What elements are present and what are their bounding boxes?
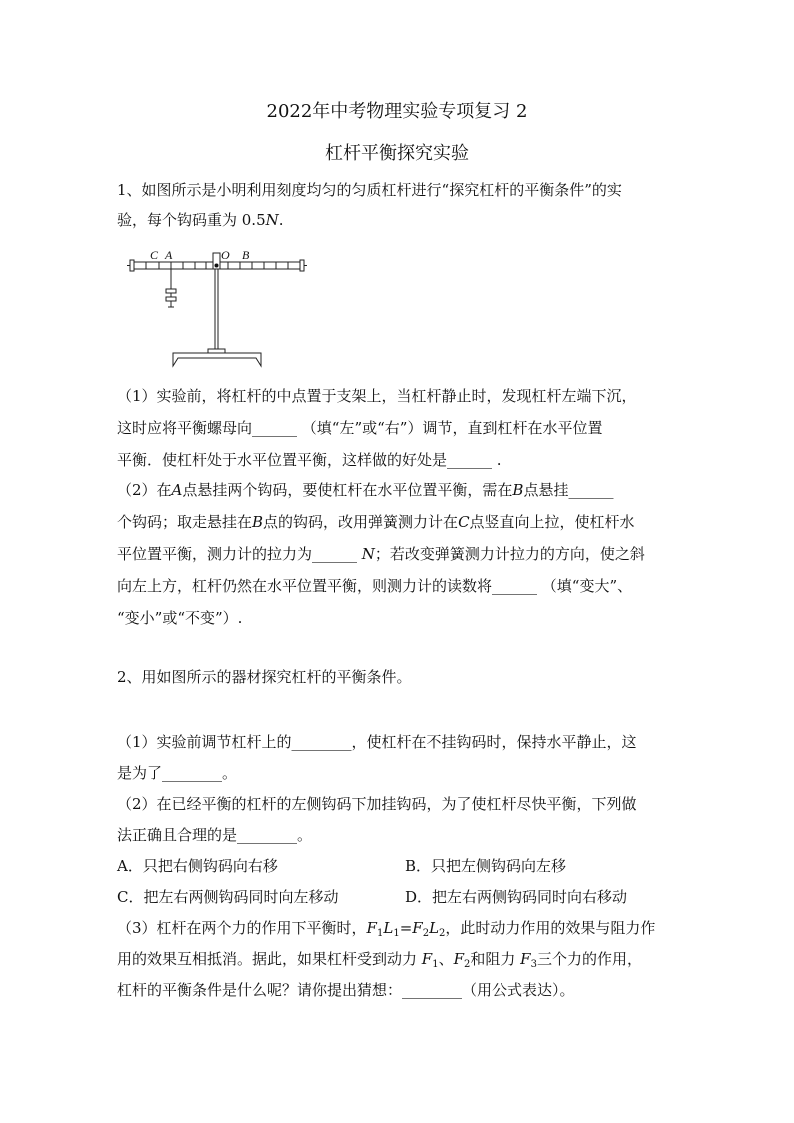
q1-line-2: 验，每个钩码重为 0.5N. [117,211,284,229]
q2-part3-line-1: （3）杠杆在两个力的作用下平衡时，$F_1L_1=F_2L_2$，此时动力作用的效果与阻力作 [117,919,656,939]
option-a: A．只把右侧钩码向右移 [117,857,278,875]
q1-part1-line-2: 这时应将平衡螺母向______ （填“左”或“右”）调节，直到杠杆在水平位置 [117,419,603,437]
q1-part2-line-2: 个钩码；取走悬挂在B点的钩码，改用弹簧测力计在C点竖直向上拉，使杠杆水 [117,513,635,531]
pivot-point [215,264,219,268]
q2-part2-line-1: （2）在已经平衡的杠杆的左侧钩码下加挂钩码，为了使杠杆尽快平衡，下列做 [117,795,637,813]
label-B: B [242,248,250,262]
option-d: D．把左右两侧钩码同时向右移动 [405,888,628,906]
page-title: 2022年中考物理实验专项复习 2 [266,101,528,122]
q1-part2-line-1: （2）在A点悬挂两个钩码，要使杠杆在水平位置平衡，需在B点悬挂______ [117,481,614,499]
q1-part1-line-1: （1）实验前，将杠杆的中点置于支架上，当杠杆静止时，发现杠杆左端下沉， [117,387,637,405]
right-nut [300,260,304,271]
base-stand [173,353,261,366]
q1-part2-line-4: 向左上方，杠杆仍然在水平位置平衡，则测力计的读数将______ （填“变大”、 [117,577,633,595]
q2-line-1: 2、用如图所示的器材探究杠杆的平衡条件。 [117,668,412,686]
q2-part3-line-2: 用的效果互相抵消。据此，如果杠杆受到动力 $F_1$、$F_2$和阻力 $F_3$三个力的作用， [117,950,642,970]
post-foot [208,349,225,353]
option-b: B．只把左侧钩码向左移 [405,857,567,875]
label-O: O [221,248,230,262]
option-c: C．把左右两侧钩码同时向左移动 [117,888,339,906]
weight-1 [166,289,176,293]
page-subtitle: 杠杆平衡探究实验 [325,143,469,164]
q1-line-1: 1、如图所示是小明利用刻度均匀的匀质杠杆进行“探究杠杆的平衡条件”的实 [117,181,622,199]
q2-part1-line-2: 是为了________。 [117,764,238,782]
q2-part1-line-1: （1）实验前调节杠杆上的________，使杠杆在不挂钩码时，保持水平静止，这 [117,733,637,751]
lever-figure [125,245,310,370]
q1-part1-line-3: 平衡．使杠杆处于水平位置平衡，这样做的好处是______ . [117,451,502,469]
label-A: A [165,248,173,262]
label-C: C [150,248,159,262]
weight-2 [166,297,176,301]
q2-part2-line-2: 法正确且合理的是________。 [117,826,313,844]
q1-part2-line-5: “变小”或“不变”）. [117,609,243,627]
q2-part3-line-3: 杠杆的平衡条件是什么呢？请你提出猜想：________（用公式表达）。 [117,981,575,999]
left-nut [130,260,134,271]
q1-part2-line-3: 平位置平衡，测力计的拉力为______ N；若改变弹簧测力计拉力的方向，使之斜 [117,545,645,563]
